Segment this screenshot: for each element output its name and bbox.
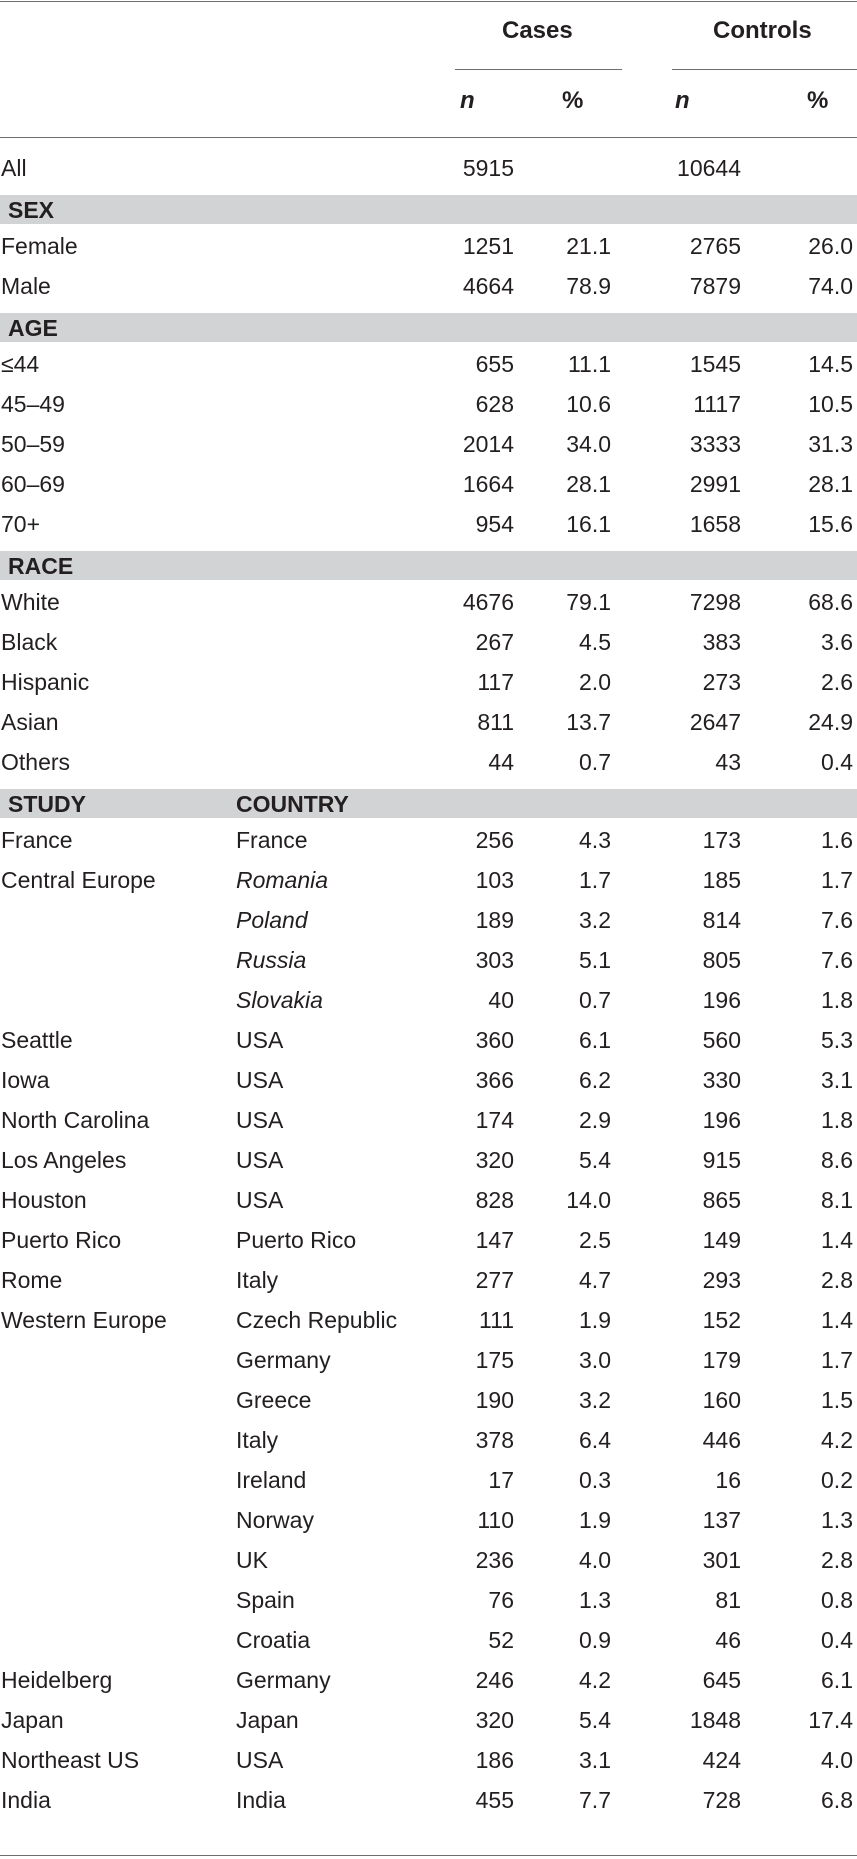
cases-pct-cell: 10.6: [566, 391, 611, 417]
row-label: 60–69: [1, 471, 65, 497]
controls-pct-cell: 10.5: [808, 391, 853, 417]
cases-pct-cell: 3.2: [579, 1387, 611, 1413]
controls-n-cell: 1658: [689, 511, 741, 537]
table-row: [0, 464, 857, 504]
row-label: White: [1, 589, 60, 615]
cases-n-cell: 17: [488, 1467, 514, 1493]
cases-n-cell: 147: [475, 1227, 514, 1253]
controls-n-cell: 10644: [677, 155, 741, 181]
table-row: [0, 1460, 857, 1500]
study-label: Rome: [1, 1267, 63, 1293]
controls-header: Controls: [713, 17, 812, 44]
table-row: [0, 1220, 857, 1260]
table-row: [0, 900, 857, 940]
cases-pct-cell: 0.7: [579, 749, 611, 775]
controls-pct-cell: 7.6: [821, 947, 853, 973]
cases-n-cell: 117: [477, 669, 514, 695]
cases-pct-cell: 34.0: [566, 431, 611, 457]
table-row: [0, 1020, 857, 1060]
section-title: STUDY: [8, 791, 86, 817]
country-cell: France: [236, 827, 308, 853]
row-label: Others: [1, 749, 71, 775]
cases-pct-cell: 0.3: [579, 1467, 611, 1493]
cases-pct-cell: 28.1: [566, 471, 611, 497]
cases-pct-cell: 21.1: [566, 233, 611, 259]
row-label: Hispanic: [1, 669, 90, 695]
controls-pct-cell: 74.0: [808, 273, 853, 299]
controls-n-cell: 330: [702, 1067, 741, 1093]
controls-n-cell: 805: [702, 947, 741, 973]
cases-n-cell: 189: [475, 907, 514, 933]
table-row: [0, 1740, 857, 1780]
table-row: [0, 1780, 857, 1820]
cases-pct-cell: 4.2: [579, 1667, 611, 1693]
cases-n-cell: 174: [475, 1107, 514, 1133]
header-bottom-rule: [0, 137, 857, 138]
table-row: [0, 662, 857, 702]
country-cell: USA: [236, 1027, 284, 1053]
section-title: AGE: [8, 315, 58, 341]
table-row: [0, 702, 857, 742]
controls-n-cell: 273: [702, 669, 741, 695]
controls-pct-cell: 15.6: [808, 511, 853, 537]
cases-n-cell: 655: [475, 351, 514, 377]
cases-n-cell: 303: [475, 947, 514, 973]
cases-n-cell: 76: [488, 1587, 514, 1613]
study-label: Japan: [1, 1707, 64, 1733]
controls-n-cell: 865: [702, 1187, 741, 1213]
controls-n-cell: 16: [715, 1467, 741, 1493]
section-title: SEX: [8, 197, 55, 223]
cases-header: Cases: [502, 17, 573, 44]
cases-n-cell: 4676: [462, 589, 514, 615]
cases-pct-cell: 4.5: [579, 629, 611, 655]
study-label: Houston: [1, 1187, 87, 1213]
country-cell: Germany: [236, 1667, 331, 1693]
controls-n-cell: 1848: [689, 1707, 741, 1733]
controls-pct-cell: 0.8: [821, 1587, 853, 1613]
country-cell: Czech Republic: [236, 1307, 398, 1333]
controls-n-cell: 137: [702, 1507, 741, 1533]
cases-pct-header: %: [562, 87, 584, 114]
controls-n-cell: 560: [702, 1027, 741, 1053]
controls-pct-cell: 1.7: [821, 1347, 853, 1373]
cases-n-cell: 236: [475, 1547, 514, 1573]
table-row: [0, 1700, 857, 1740]
country-cell: USA: [236, 1747, 284, 1773]
table-row: [0, 582, 857, 622]
controls-n-cell: 46: [715, 1627, 741, 1653]
controls-n-cell: 645: [702, 1667, 741, 1693]
cases-pct-cell: 16.1: [566, 511, 611, 537]
study-label: Western Europe: [1, 1307, 167, 1333]
country-cell: Germany: [236, 1347, 331, 1373]
table-row: [0, 820, 857, 860]
country-cell: UK: [236, 1547, 268, 1573]
controls-n-cell: 1545: [689, 351, 741, 377]
study-label: Heidelberg: [1, 1667, 113, 1693]
cases-n-cell: 111: [479, 1307, 514, 1333]
controls-pct-cell: 28.1: [808, 471, 853, 497]
cases-pct-cell: 1.9: [579, 1507, 611, 1533]
controls-n-cell: 728: [702, 1787, 741, 1813]
study-label: France: [1, 827, 73, 853]
table-row: [0, 344, 857, 384]
country-cell: India: [236, 1787, 286, 1813]
cases-n-cell: 186: [475, 1747, 514, 1773]
table-row: [0, 1140, 857, 1180]
country-cell: Romania: [236, 867, 329, 893]
country-cell: Poland: [236, 907, 308, 933]
age-section-header: [0, 313, 857, 342]
table-row: [0, 1300, 857, 1340]
table-row: [0, 1420, 857, 1460]
cases-n-cell: 40: [488, 987, 514, 1013]
country-cell: Croatia: [236, 1627, 311, 1653]
controls-pct-cell: 4.2: [821, 1427, 853, 1453]
country-cell: Japan: [236, 1707, 299, 1733]
cases-n-cell: 455: [475, 1787, 514, 1813]
table-row: [0, 980, 857, 1020]
row-label: 45–49: [1, 391, 65, 417]
controls-pct-cell: 3.6: [821, 629, 853, 655]
controls-pct-cell: 4.0: [821, 1747, 853, 1773]
country-cell: Ireland: [236, 1467, 307, 1493]
cases-pct-cell: 6.2: [579, 1067, 611, 1093]
row-label: Male: [1, 273, 51, 299]
table-row: [0, 1260, 857, 1300]
country-cell: USA: [236, 1067, 284, 1093]
cases-pct-cell: 14.0: [566, 1187, 611, 1213]
controls-pct-cell: 6.1: [821, 1667, 853, 1693]
controls-n-cell: 2765: [689, 233, 741, 259]
controls-pct-cell: 24.9: [808, 709, 853, 735]
controls-n-cell: 424: [702, 1747, 741, 1773]
cases-pct-cell: 5.1: [579, 947, 611, 973]
study-label: Northeast US: [1, 1747, 140, 1773]
controls-pct-cell: 26.0: [808, 233, 853, 259]
cases-pct-cell: 2.0: [579, 669, 611, 695]
cases-pct-cell: 3.0: [579, 1347, 611, 1373]
controls-pct-cell: 6.8: [821, 1787, 853, 1813]
study-label: Puerto Rico: [1, 1227, 122, 1253]
controls-pct-header: %: [807, 87, 829, 114]
controls-n-cell: 173: [702, 827, 741, 853]
cases-pct-cell: 4.0: [579, 1547, 611, 1573]
controls-pct-cell: 1.7: [821, 867, 853, 893]
cases-pct-cell: 78.9: [566, 273, 611, 299]
section-title: RACE: [8, 553, 74, 579]
cases-pct-cell: 4.7: [579, 1267, 611, 1293]
controls-n-cell: 185: [702, 867, 741, 893]
controls-n-cell: 179: [702, 1347, 741, 1373]
row-label: 50–59: [1, 431, 65, 457]
cases-n-cell: 52: [488, 1627, 514, 1653]
cases-n-cell: 277: [475, 1267, 514, 1293]
country-cell: Russia: [236, 947, 307, 973]
controls-n-cell: 81: [715, 1587, 741, 1613]
table-row: [0, 1660, 857, 1700]
table-row: [0, 504, 857, 544]
cases-pct-cell: 2.9: [579, 1107, 611, 1133]
cases-n-cell: 110: [477, 1507, 514, 1533]
cases-n-cell: 190: [475, 1387, 514, 1413]
controls-n-cell: 2991: [689, 471, 741, 497]
controls-pct-cell: 2.8: [821, 1267, 853, 1293]
controls-pct-cell: 0.4: [821, 1627, 853, 1653]
table-row: [0, 742, 857, 782]
cases-pct-cell: 4.3: [579, 827, 611, 853]
cases-pct-cell: 6.4: [579, 1427, 611, 1453]
country-column-title: COUNTRY: [236, 791, 349, 817]
cases-pct-cell: 2.5: [579, 1227, 611, 1253]
table-row: [0, 1100, 857, 1140]
cases-n-cell: 1251: [462, 233, 514, 259]
controls-pct-cell: 1.4: [821, 1307, 853, 1333]
table-row: [0, 940, 857, 980]
cases-pct-cell: 1.3: [579, 1587, 611, 1613]
cases-pct-cell: 6.1: [579, 1027, 611, 1053]
controls-n-cell: 915: [702, 1147, 741, 1173]
controls-pct-cell: 8.1: [821, 1187, 853, 1213]
cases-pct-cell: 79.1: [566, 589, 611, 615]
cases-n-cell: 366: [475, 1067, 514, 1093]
row-label: Black: [1, 629, 58, 655]
cases-n-cell: 256: [475, 827, 514, 853]
country-cell: Spain: [236, 1587, 295, 1613]
table-row: [0, 1620, 857, 1660]
row-label: Asian: [1, 709, 59, 735]
cases-pct-cell: 3.1: [579, 1747, 611, 1773]
controls-pct-cell: 1.8: [821, 1107, 853, 1133]
controls-n-cell: 3333: [689, 431, 741, 457]
study-label: Central Europe: [1, 867, 156, 893]
study-label: Los Angeles: [1, 1147, 127, 1173]
row-label: Female: [1, 233, 78, 259]
cases-pct-cell: 7.7: [579, 1787, 611, 1813]
country-cell: Greece: [236, 1387, 312, 1413]
country-cell: USA: [236, 1107, 284, 1133]
table-row: [0, 860, 857, 900]
controls-n-cell: 293: [702, 1267, 741, 1293]
cases-n-cell: 267: [475, 629, 514, 655]
row-label: ≤44: [1, 351, 40, 377]
cases-n-cell: 628: [475, 391, 514, 417]
table-row: [0, 226, 857, 266]
cases-pct-cell: 0.7: [579, 987, 611, 1013]
cases-pct-cell: 5.4: [579, 1707, 611, 1733]
controls-n-cell: 152: [702, 1307, 741, 1333]
controls-pct-cell: 1.8: [821, 987, 853, 1013]
row-label: All: [1, 155, 27, 181]
controls-n-cell: 7298: [689, 589, 741, 615]
country-cell: USA: [236, 1147, 284, 1173]
country-cell: Puerto Rico: [236, 1227, 357, 1253]
country-cell: Italy: [236, 1267, 279, 1293]
controls-pct-cell: 3.1: [821, 1067, 853, 1093]
table-row: [0, 1180, 857, 1220]
race-section-header: [0, 551, 857, 580]
country-cell: Italy: [236, 1427, 279, 1453]
cases-n-cell: 103: [475, 867, 514, 893]
cases-pct-cell: 11.1: [567, 351, 611, 377]
controls-pct-cell: 8.6: [821, 1147, 853, 1173]
sex-section-header: [0, 195, 857, 224]
controls-n-header: n: [675, 87, 690, 114]
country-cell: USA: [236, 1187, 284, 1213]
cases-pct-cell: 0.9: [579, 1627, 611, 1653]
study-label: North Carolina: [1, 1107, 150, 1133]
controls-n-cell: 149: [702, 1227, 741, 1253]
controls-pct-cell: 68.6: [808, 589, 853, 615]
cases-n-cell: 44: [488, 749, 514, 775]
controls-pct-cell: 1.3: [821, 1507, 853, 1533]
controls-pct-cell: 0.2: [821, 1467, 853, 1493]
cases-n-cell: 828: [475, 1187, 514, 1213]
controls-pct-cell: 14.5: [808, 351, 853, 377]
controls-n-cell: 301: [702, 1547, 741, 1573]
controls-pct-cell: 1.4: [821, 1227, 853, 1253]
cases-n-cell: 360: [475, 1027, 514, 1053]
cases-n-cell: 1664: [462, 471, 514, 497]
cases-n-cell: 378: [475, 1427, 514, 1453]
table-row: [0, 622, 857, 662]
controls-n-cell: 446: [702, 1427, 741, 1453]
controls-pct-cell: 1.5: [821, 1387, 853, 1413]
table-row: [0, 1540, 857, 1580]
controls-n-cell: 160: [702, 1387, 741, 1413]
cases-n-cell: 175: [475, 1347, 514, 1373]
cases-n-cell: 2014: [462, 431, 514, 457]
controls-n-cell: 196: [702, 987, 741, 1013]
study-label: Iowa: [1, 1067, 50, 1093]
table-row: [0, 1380, 857, 1420]
cases-pct-cell: 1.7: [579, 867, 611, 893]
study-section-header: [0, 789, 857, 818]
controls-pct-cell: 31.3: [808, 431, 853, 457]
controls-n-cell: 814: [702, 907, 741, 933]
controls-pct-cell: 5.3: [821, 1027, 853, 1053]
cases-n-cell: 954: [475, 511, 514, 537]
study-label: India: [1, 1787, 51, 1813]
cases-pct-cell: 13.7: [566, 709, 611, 735]
cases-pct-cell: 1.9: [579, 1307, 611, 1333]
controls-n-cell: 1117: [693, 391, 741, 417]
controls-header-rule: [672, 69, 857, 70]
country-cell: Norway: [236, 1507, 314, 1533]
controls-pct-cell: 2.8: [821, 1547, 853, 1573]
cases-n-cell: 320: [475, 1147, 514, 1173]
cases-n-cell: 811: [477, 709, 514, 735]
table-row: [0, 384, 857, 424]
controls-pct-cell: 1.6: [821, 827, 853, 853]
cases-header-rule: [455, 69, 622, 70]
cases-n-cell: 320: [475, 1707, 514, 1733]
table-row: [0, 1500, 857, 1540]
controls-pct-cell: 7.6: [821, 907, 853, 933]
table-row: [0, 1340, 857, 1380]
table-row: [0, 1580, 857, 1620]
study-label: Seattle: [1, 1027, 73, 1053]
top-rule: [0, 1, 857, 2]
cases-pct-cell: 5.4: [579, 1147, 611, 1173]
controls-pct-cell: 17.4: [808, 1707, 853, 1733]
all-row: [0, 148, 857, 188]
row-label: 70+: [1, 511, 41, 537]
controls-n-cell: 7879: [689, 273, 741, 299]
controls-pct-cell: 0.4: [821, 749, 853, 775]
controls-pct-cell: 2.6: [821, 669, 853, 695]
bottom-rule: [0, 1855, 857, 1856]
controls-n-cell: 196: [702, 1107, 741, 1133]
controls-n-cell: 2647: [689, 709, 741, 735]
cases-n-cell: 4664: [462, 273, 514, 299]
table-row: [0, 266, 857, 306]
cases-n-cell: 246: [475, 1667, 514, 1693]
cases-n-cell: 5915: [462, 155, 514, 181]
cases-pct-cell: 3.2: [579, 907, 611, 933]
controls-n-cell: 43: [715, 749, 741, 775]
table-row: [0, 1060, 857, 1100]
country-cell: Slovakia: [236, 987, 323, 1013]
cases-n-header: n: [460, 87, 475, 114]
controls-n-cell: 383: [702, 629, 741, 655]
table-row: [0, 424, 857, 464]
